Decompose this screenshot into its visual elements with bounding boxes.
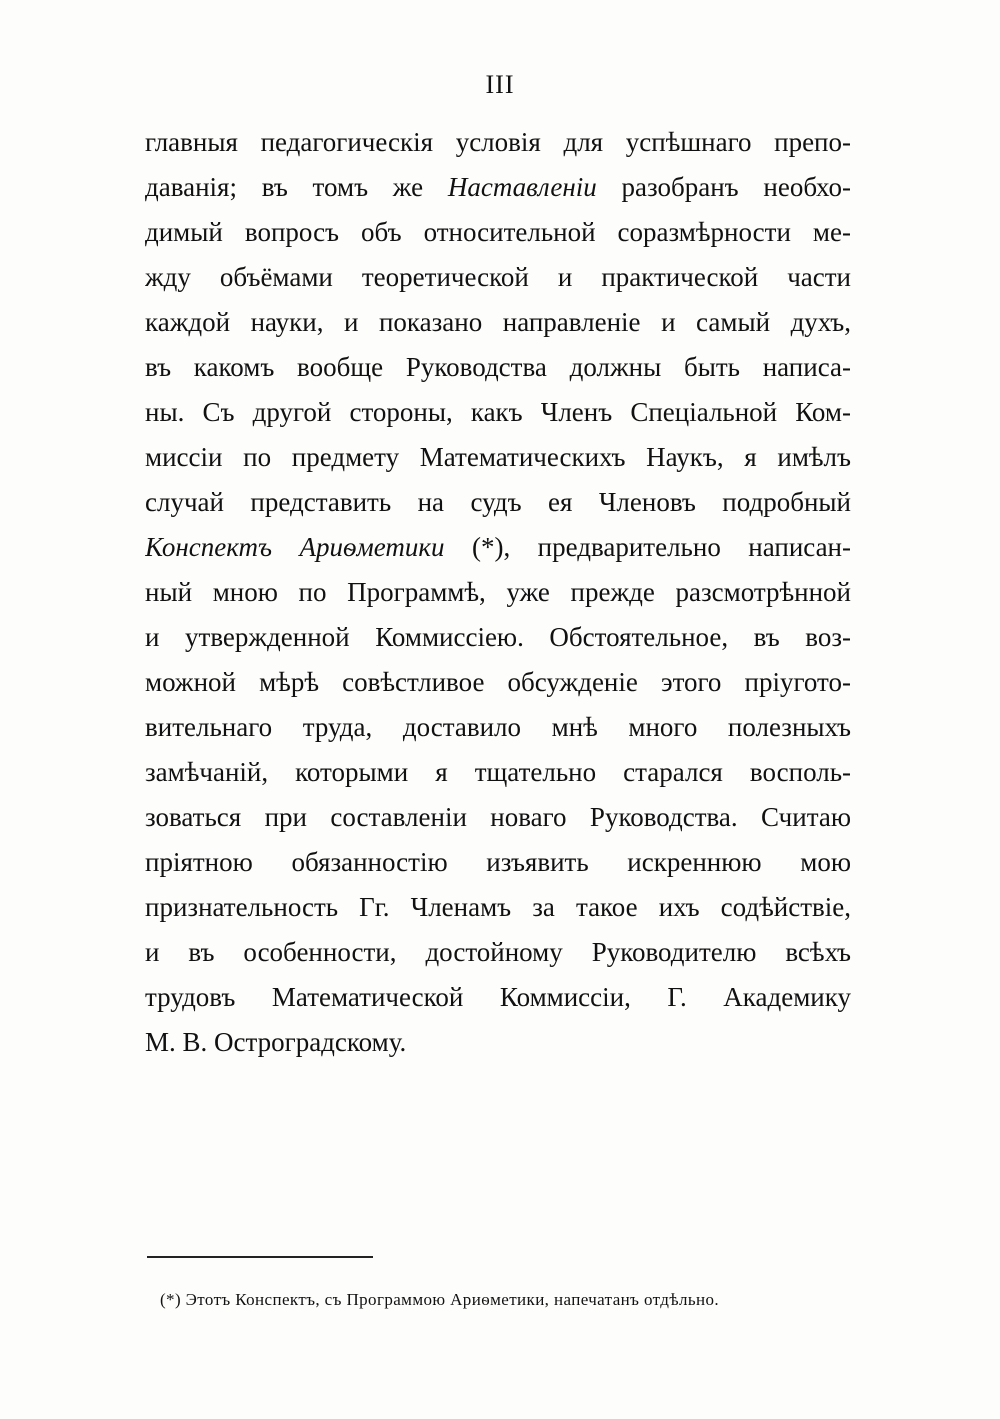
italic-text: Наставленіи (447, 172, 597, 202)
text-line (145, 120, 851, 165)
text-span: миссіи по предмету Математическихъ Наукъ, я имѣлъ (145, 442, 851, 472)
text-span: замѣчаній, которыми я тщательно старался восполь- (145, 757, 851, 787)
text-line (145, 480, 851, 525)
text-line (145, 165, 851, 210)
text-span: димый вопросъ объ относительной соразмѣрности ме- (145, 217, 851, 247)
text-line (145, 795, 851, 840)
page-number: III (485, 70, 515, 99)
text-span: трудовъ Математической Коммиссіи, Г. Академику (145, 982, 851, 1012)
text-span: зоваться при составленіи новаго Руководства. Считаю (145, 802, 851, 832)
text-line (145, 525, 851, 570)
text-span: разобранъ необхо- (596, 172, 851, 202)
text-span: ный мною по Программѣ, уже прежде разсмотрѣнной (145, 577, 851, 607)
text-span: и утвержденной Коммиссіею. Обстоятельное, въ воз- (145, 622, 851, 652)
text-line (145, 390, 851, 435)
text-line (145, 345, 851, 390)
text-line (145, 255, 851, 300)
text-line (145, 750, 851, 795)
text-span: даванія; въ томъ же (145, 172, 448, 202)
footnote: (*) Этотъ Конспектъ, съ Программою Ариѳметики, напечатанъ отдѣльно. (160, 1290, 720, 1309)
body-text (145, 120, 851, 1065)
italic-text: Конспектъ Ариѳметики (145, 532, 445, 562)
text-line (145, 435, 851, 480)
text-line (145, 300, 851, 345)
text-line (145, 570, 851, 615)
footnote-rule (147, 1256, 373, 1258)
text-span: и въ особенности, достойному Руководителю всѣхъ (145, 937, 851, 967)
text-span: признательность Гг. Членамъ за такое ихъ содѣйствіе, (145, 892, 851, 922)
text-span: вительнаго труда, доставило мнѣ много полезныхъ (145, 712, 851, 742)
text-span: пріятною обязанностію изъявить искреннюю мою (145, 847, 851, 877)
text-span: (*), предварительно написан- (444, 532, 851, 562)
text-line (145, 975, 851, 1020)
text-span: въ какомъ вообще Руководства должны быть написа- (145, 352, 851, 382)
text-line (145, 1020, 851, 1065)
text-span: можной мѣрѣ совѣстливое обсужденіе этого пріугото- (145, 667, 851, 697)
text-span: М. В. Остроградскому. (145, 1027, 407, 1057)
text-line (145, 615, 851, 660)
text-span: главныя педагогическія условія для успѣшнаго препо- (145, 127, 851, 157)
text-line (145, 930, 851, 975)
text-span: каждой науки, и показано направленіе и самый духъ, (145, 307, 851, 337)
text-span: случай представить на судъ ея Членовъ подробный (145, 487, 851, 517)
text-span: ны. Съ другой стороны, какъ Членъ Спеціальной Ком- (145, 397, 851, 427)
text-line (145, 660, 851, 705)
text-line (145, 885, 851, 930)
text-line (145, 705, 851, 750)
text-span: жду объёмами теоретической и практической части (145, 262, 851, 292)
text-line (145, 840, 851, 885)
text-line (145, 210, 851, 255)
